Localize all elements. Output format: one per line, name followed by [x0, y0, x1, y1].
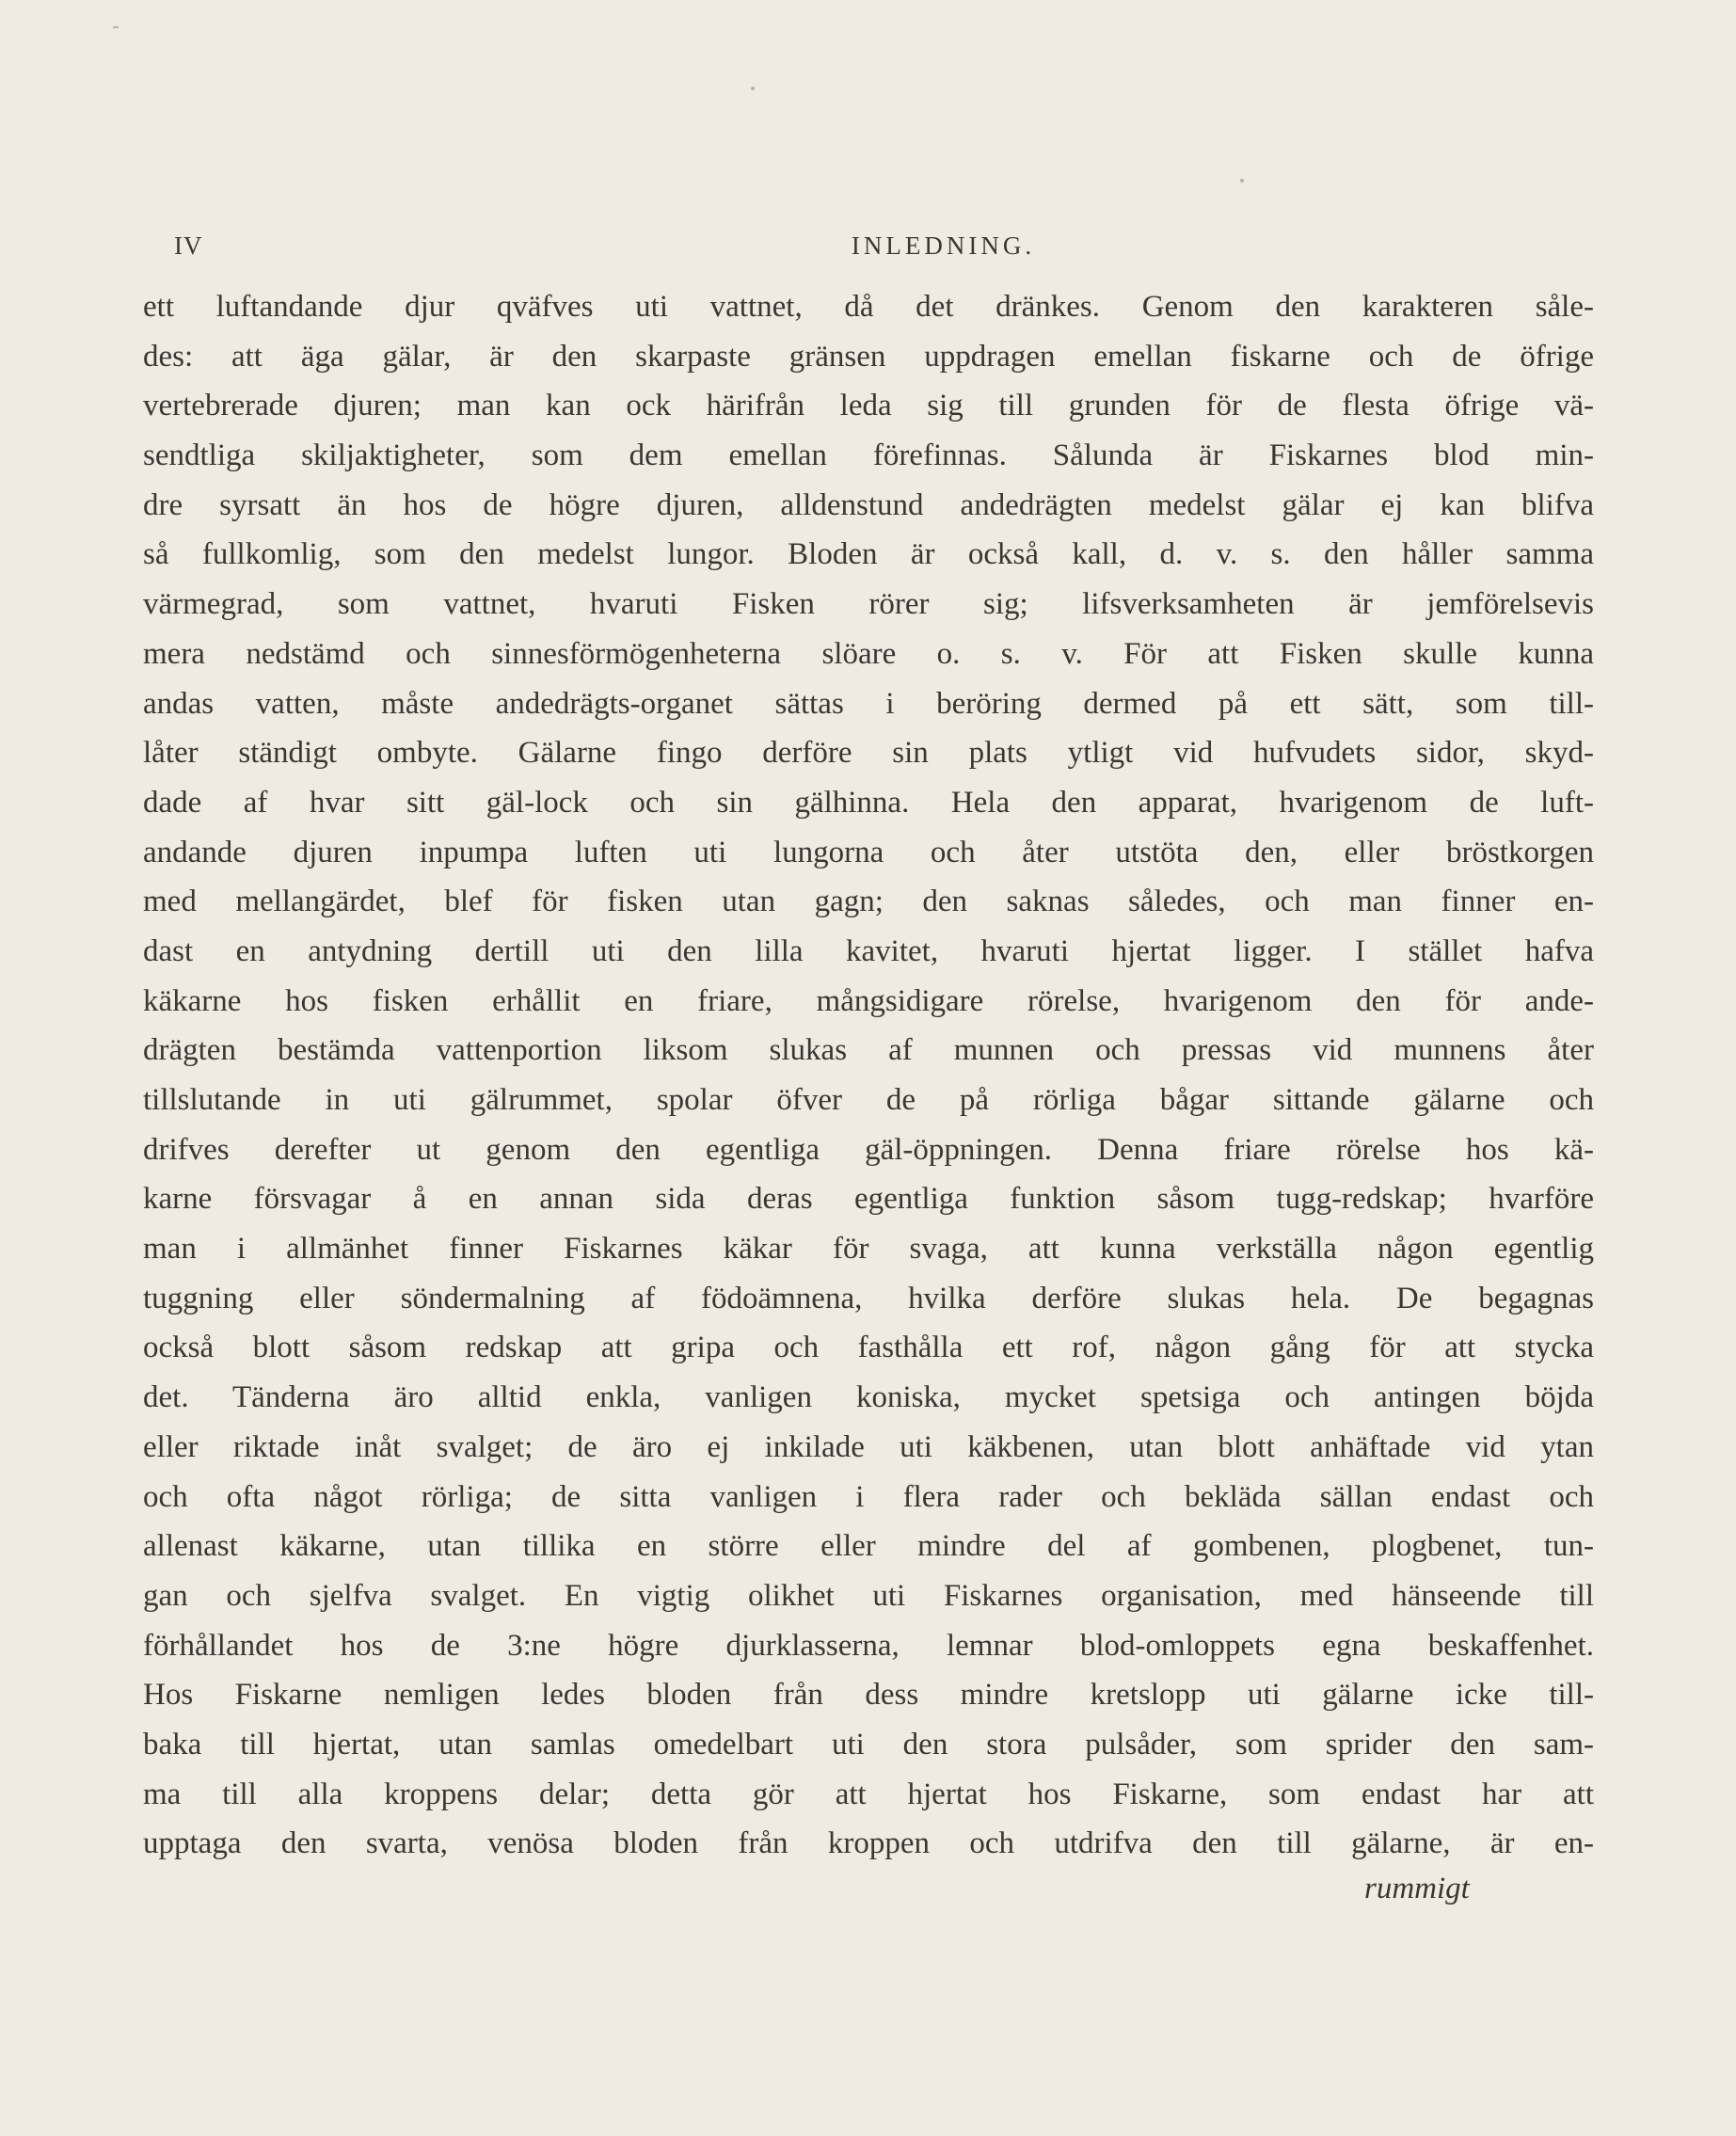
text-line: med mellangärdet, blef för fisken utan gagn; den saknas således, och man finner en- [143, 885, 1594, 919]
text-line: ett luftandande djur qväfves uti vattnet, då det dränkes. Genom den karakteren såle- [143, 290, 1594, 324]
body-text [143, 282, 1594, 1869]
text-line: och ofta något rörliga; de sitta vanligen i flera rader och bekläda sällan endast och [143, 1479, 1594, 1514]
text-line: det. Tänderna äro alltid enkla, vanligen koniska, mycket spetsiga och antingen böjda [143, 1380, 1594, 1415]
running-head: INLEDNING. [851, 231, 1036, 260]
page-number: IV [174, 231, 203, 260]
text-line: eller riktade inåt svalget; de äro ej inkilade uti käkbenen, utan blott anhäftade vid ytan [143, 1429, 1594, 1464]
paper-speck [113, 26, 119, 28]
page-header [141, 231, 1595, 269]
paper-speck [1240, 179, 1244, 183]
text-line: andande djuren inpumpa luften uti lungorna och åter utstöta den, eller bröstkorgen [143, 835, 1594, 869]
text-line: andas vatten, måste andedrägts-organet sättas i beröring dermed på ett sätt, som till- [143, 686, 1594, 721]
text-line: Hos Fiskarne nemligen ledes bloden från dess mindre kretslopp uti gälarne icke till- [143, 1678, 1594, 1713]
text-line: ma till alla kroppens delar; detta gör att hjertat hos Fiskarne, som endast har att [143, 1777, 1594, 1811]
text-line: dast en antydning dertill uti den lilla kavitet, hvaruti hjertat ligger. I stället hafva [143, 933, 1594, 968]
text-line: drifves derefter ut genom den egentliga gäl-öppningen. Denna friare rörelse hos kä- [143, 1132, 1594, 1167]
text-line: käkarne hos fisken erhållit en friare, mångsidigare rörelse, hvarigenom den för ande- [143, 983, 1594, 1018]
text-line: baka till hjertat, utan samlas omedelbart uti den stora pulsåder, som sprider den sam- [143, 1727, 1594, 1761]
catchword: rummigt [1364, 1872, 1470, 1905]
text-line: tuggning eller söndermalning af födoämnena, hvilka derföre slukas hela. De begagnas [143, 1281, 1594, 1315]
text-line: gan och sjelfva svalget. En vigtig olikhet uti Fiskarnes organisation, med hänseende till [143, 1578, 1594, 1613]
text-line: tillslutande in uti gälrummet, spolar öfver de på rörliga bågar sittande gälarne och [143, 1083, 1594, 1117]
text-line: des: att äga gälar, är den skarpaste gränsen uppdragen emellan fiskarne och de öfrige [143, 339, 1594, 374]
text-line: förhållandet hos de 3:ne högre djurklasserna, lemnar blod-omloppets egna beskaffenhet. [143, 1628, 1594, 1663]
text-line: så fullkomlig, som den medelst lungor. Bloden är också kall, d. v. s. den håller samma [143, 537, 1594, 572]
text-line: låter ständigt ombyte. Gälarne fingo derföre sin plats ytligt vid hufvudets sidor, skyd- [143, 736, 1594, 771]
text-line: mera nedstämd och sinnesförmögenheterna slöare o. s. v. För att Fisken skulle kunna [143, 636, 1594, 671]
text-line: värmegrad, som vattnet, hvaruti Fisken rörer sig; lifsverksamheten är jemförelsevis [143, 587, 1594, 622]
text-line: drägten bestämda vattenportion liksom slukas af munnen och pressas vid munnens åter [143, 1033, 1594, 1068]
text-line: vertebrerade djuren; man kan ock härifrån leda sig till grunden för de flesta öfrige vä- [143, 389, 1594, 423]
text-line: karne försvagar å en annan sida deras egentliga funktion såsom tugg-redskap; hvarföre [143, 1182, 1594, 1217]
text-line: dre syrsatt än hos de högre djuren, alldenstund andedrägten medelst gälar ej kan blifva [143, 487, 1594, 522]
text-line: sendtliga skiljaktigheter, som dem emellan förefinnas. Sålunda är Fiskarnes blod min- [143, 438, 1594, 473]
text-line: också blott såsom redskap att gripa och fasthålla ett rof, någon gång för att stycka [143, 1331, 1594, 1365]
text-line: allenast käkarne, utan tillika en större eller mindre del af gombenen, plogbenet, tun- [143, 1529, 1594, 1564]
text-line: dade af hvar sitt gäl-lock och sin gälhinna. Hela den apparat, hvarigenom de luft- [143, 785, 1594, 820]
text-line: upptaga den svarta, venösa bloden från kroppen och utdrifva den till gälarne, är en- [143, 1826, 1594, 1861]
text-line: man i allmänhet finner Fiskarnes käkar för svaga, att kunna verkställa någon egentlig [143, 1232, 1594, 1267]
paper-speck [751, 87, 755, 90]
